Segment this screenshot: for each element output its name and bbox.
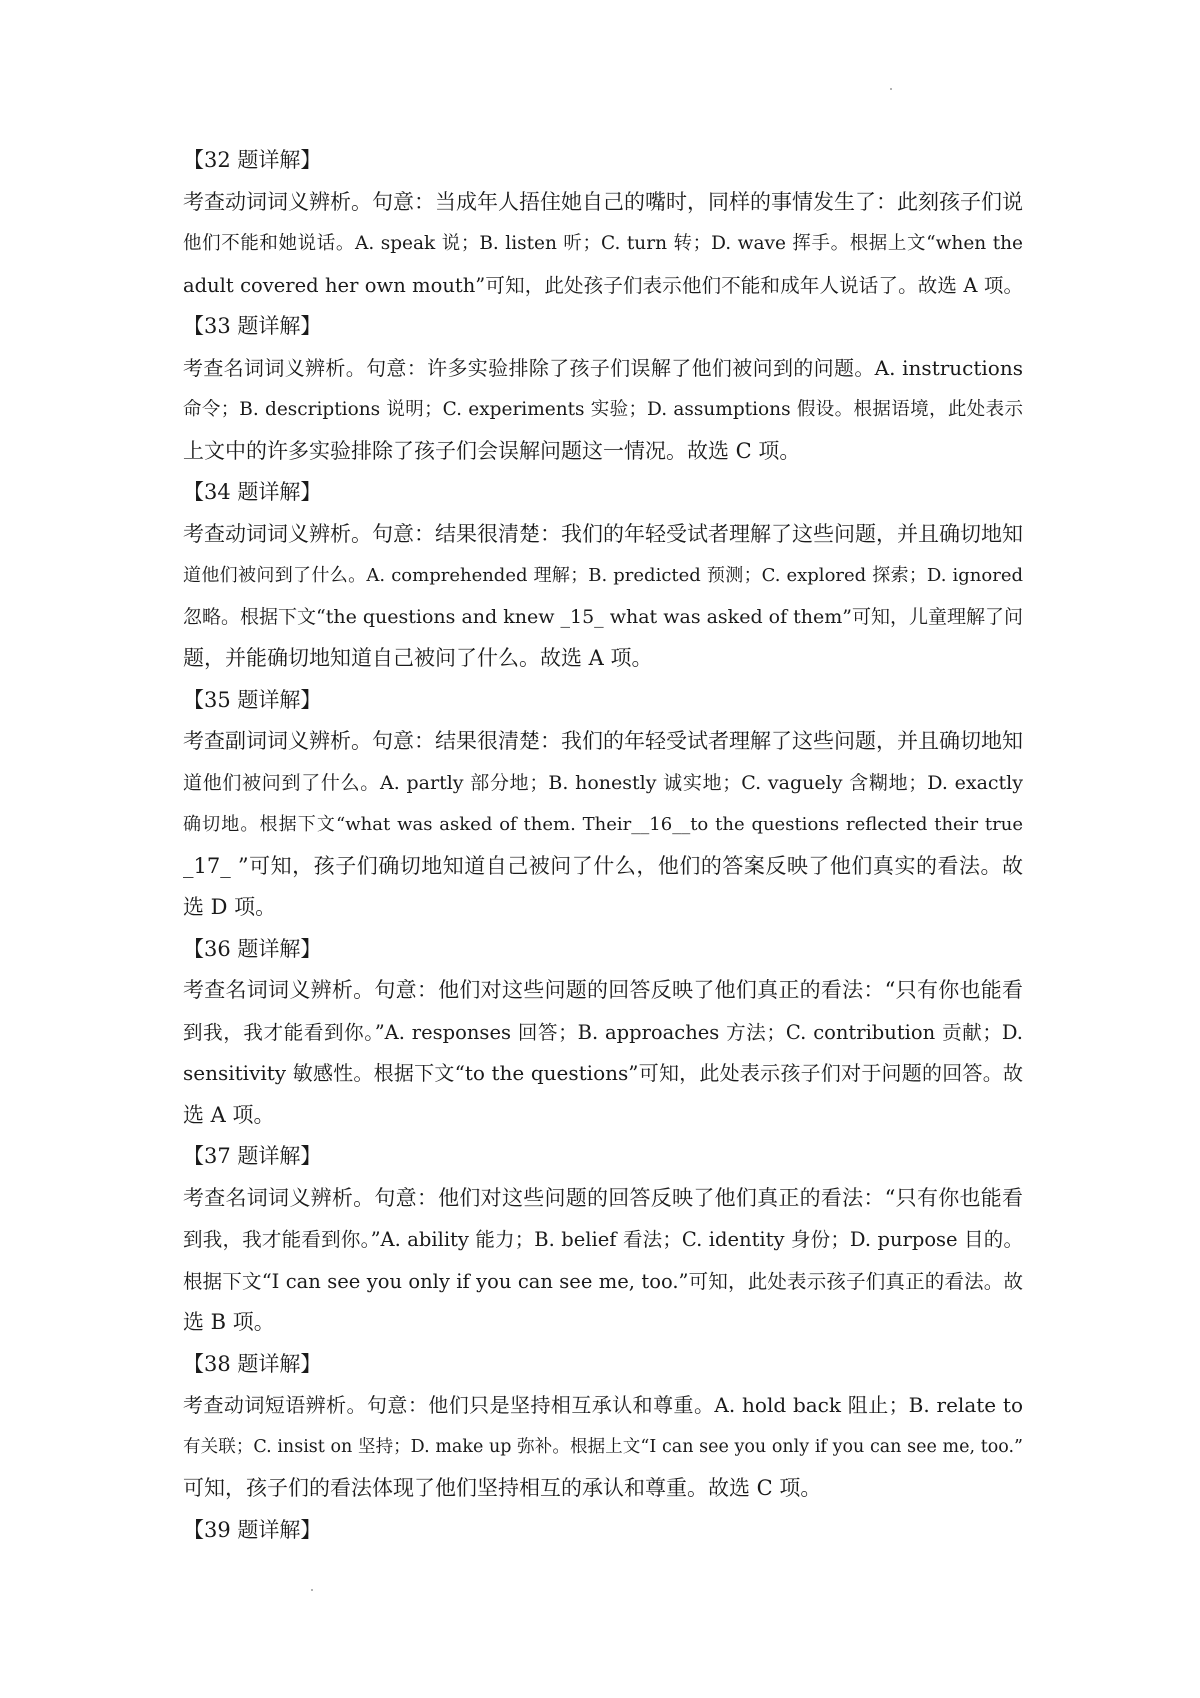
section-39 — [183, 1510, 1023, 1552]
section-heading: 【39 题详解】 — [183, 1517, 322, 1542]
paragraph-line: 选 B 项。 — [183, 1310, 275, 1334]
section-heading: 【33 题详解】 — [183, 314, 322, 338]
paragraph-line: 考查动词短语辨析。句意：他们只是坚持相互承认和尊重。A. hold back 阻止；B. relate to — [183, 1393, 1023, 1417]
paragraph-line: 到我，我才能看到你。”A. responses 回答；B. approaches 方法；C. contribution 贡献；D. — [183, 1020, 1023, 1044]
paragraph-line: 考查动词词义辨析。句意：结果很清楚：我们的年轻受试者理解了这些问题，并且确切地知 — [183, 521, 1023, 546]
paragraph-line: 他们不能和她说话。A. speak 说；B. listen 听；C. turn 转；D. wave 挥手。根据上文“when the — [183, 233, 1023, 254]
paragraph-line: 有关联；C. insist on 坚持；D. make up 弥补。根据上文“I can see you only if you can see me, too.” — [183, 1436, 1023, 1457]
section-38 — [183, 1344, 1023, 1510]
section-heading: 【35 题详解】 — [183, 687, 322, 712]
paragraph-line: _17_ ”可知，孩子们确切地知道自己被问了什么，他们的答案反映了他们真实的看法。故 — [183, 853, 1023, 878]
section-heading: 【38 题详解】 — [183, 1351, 322, 1376]
paragraph-line: 命令；B. descriptions 说明；C. experiments 实验；D. assumptions 假设。根据语境，此处表示 — [183, 399, 1023, 420]
section-33 — [183, 306, 1023, 472]
section-heading: 【36 题详解】 — [183, 936, 322, 961]
paragraph-line: 忽略。根据下文“the questions and knew _15_ what was asked of them”可知，儿童理解了问 — [183, 605, 1023, 628]
section-36 — [183, 929, 1023, 1137]
paragraph-line: 上文中的许多实验排除了孩子们会误解问题这一情况。故选 C 项。 — [183, 438, 801, 463]
scan-speck-top — [890, 88, 892, 90]
paragraph-line: adult covered her own mouth”可知，此处孩子们表示他们不能和成年人说话了。故选 A 项。 — [183, 273, 1023, 297]
section-heading: 【37 题详解】 — [183, 1144, 322, 1168]
paragraph-line: 确切地。根据下文“what was asked of them. Their__16__to the questions reflected their true — [183, 814, 1023, 835]
paragraph-line: sensitivity 敏感性。根据下文“to the questions”可知，此处表示孩子们对于问题的回答。故 — [183, 1061, 1023, 1085]
paragraph-line: 根据下文“I can see you only if you can see me, too.”可知，此处表示孩子们真正的看法。故 — [183, 1269, 1023, 1293]
scan-speck-bottom — [311, 1589, 313, 1591]
paragraph-line: 考查动词词义辨析。句意：当成年人捂住她自己的嘴时，同样的事情发生了：此刻孩子们说 — [183, 189, 1023, 214]
section-heading: 【32 题详解】 — [183, 148, 322, 172]
section-32 — [183, 140, 1023, 306]
paragraph-line: 考查副词词义辨析。句意：结果很清楚：我们的年轻受试者理解了这些问题，并且确切地知 — [183, 729, 1023, 753]
document-body — [183, 140, 1023, 1551]
section-heading: 【34 题详解】 — [183, 480, 322, 504]
paragraph-line: 到我，我才能看到你。”A. ability 能力；B. belief 看法；C. identity 身份；D. purpose 目的。 — [183, 1228, 1023, 1251]
paragraph-line: 可知，孩子们的看法体现了他们坚持相互的承认和尊重。故选 C 项。 — [183, 1476, 822, 1500]
paragraph-line: 选 D 项。 — [183, 895, 277, 919]
paragraph-line: 选 A 项。 — [183, 1102, 275, 1127]
paragraph-line: 道他们被问到了什么。A. partly 部分地；B. honestly 诚实地；C. vaguely 含糊地；D. exactly — [183, 771, 1023, 794]
section-35 — [183, 680, 1023, 929]
paragraph-line: 题，并能确切地知道自己被问了什么。故选 A 项。 — [183, 646, 653, 670]
section-37 — [183, 1136, 1023, 1344]
paragraph-line: 考查名词词义辨析。句意：他们对这些问题的回答反映了他们真正的看法：“只有你也能看 — [183, 978, 1023, 1002]
section-34 — [183, 472, 1023, 680]
paragraph-line: 考查名词词义辨析。句意：他们对这些问题的回答反映了他们真正的看法：“只有你也能看 — [183, 1185, 1023, 1210]
paragraph-line: 道他们被问到了什么。A. comprehended 理解；B. predicted 预测；C. explored 探索；D. ignored — [183, 565, 1023, 586]
paragraph-line: 考查名词词义辨析。句意：许多实验排除了孩子们误解了他们被问到的问题。A. instructions — [183, 355, 1023, 380]
